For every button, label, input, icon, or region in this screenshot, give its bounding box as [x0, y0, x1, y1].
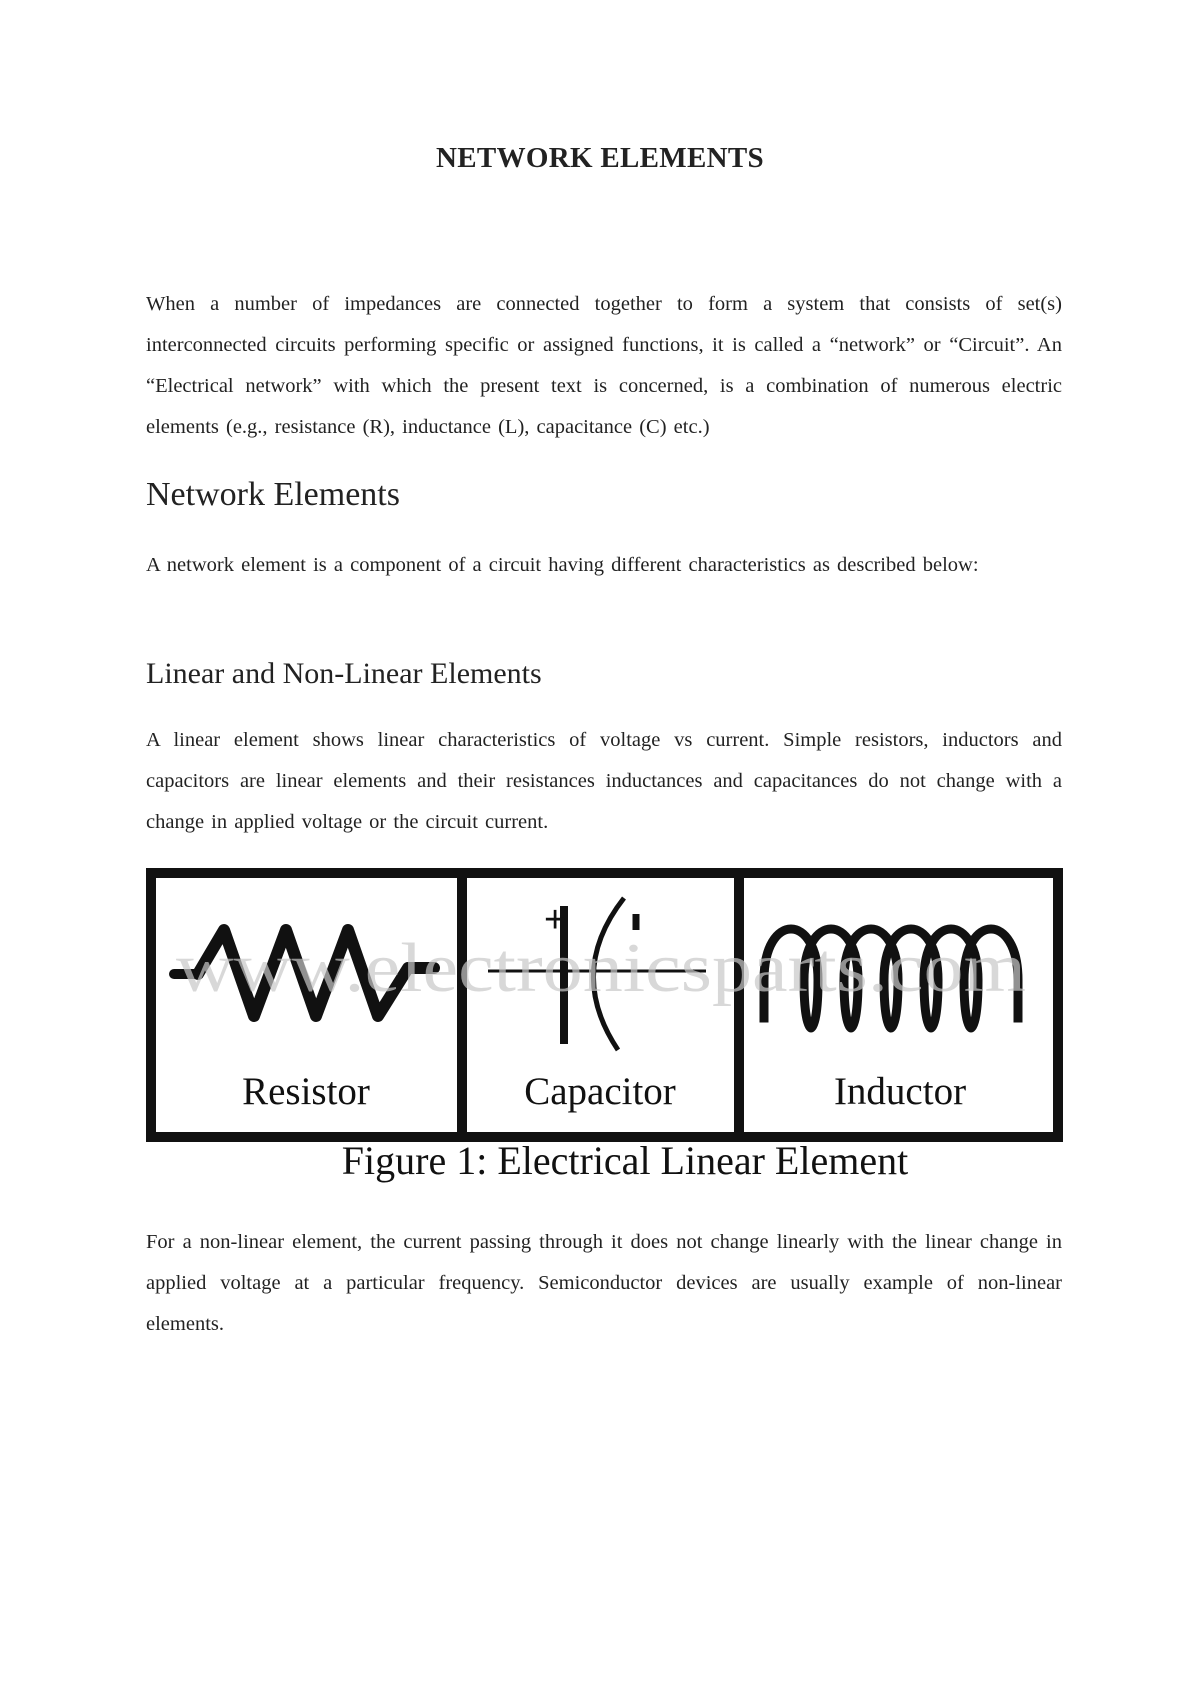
capacitor-plus-sign: + [544, 899, 567, 941]
linear-paragraph: A linear element shows linear characteristics of voltage vs current. Simple resistors, inductors and capacitors are linear elements and their resistances inductances and capacitances do not change with a change in applied voltage or the circuit current. [146, 729, 1062, 833]
figure-linear-elements [146, 868, 1063, 1142]
section-heading: Network Elements [146, 476, 400, 513]
section-paragraph: A network element is a component of a circuit having different characteristics as described below: [146, 554, 979, 576]
figure-caption: Figure 1: Electrical Linear Element [341, 1138, 909, 1183]
nonlinear-paragraph: For a non-linear element, the current passing through it does not change linearly with the linear change in applied voltage at a particular frequency. Semiconductor devices are usually example of non-linear elements. [146, 1231, 1062, 1335]
watermark-text: www.electronicsparts.com [176, 930, 1026, 1007]
resistor-label: Resistor [242, 1070, 370, 1113]
intro-paragraph: When a number of impedances are connected together to form a system that consists of set(s) interconnected circuits performing specific or assigned functions, it is called a “network” or “Circuit”. An “Electrical network” with which the present text is concerned, is a combination of numerous electric elements (e.g., resistance (R), inductance (L), capacitance (C) etc.) [146, 293, 1062, 438]
subsection-heading: Linear and Non-Linear Elements [146, 657, 542, 690]
inductor-label: Inductor [833, 1070, 967, 1113]
capacitor-label: Capacitor [524, 1070, 676, 1113]
page-title: NETWORK ELEMENTS [436, 142, 764, 174]
